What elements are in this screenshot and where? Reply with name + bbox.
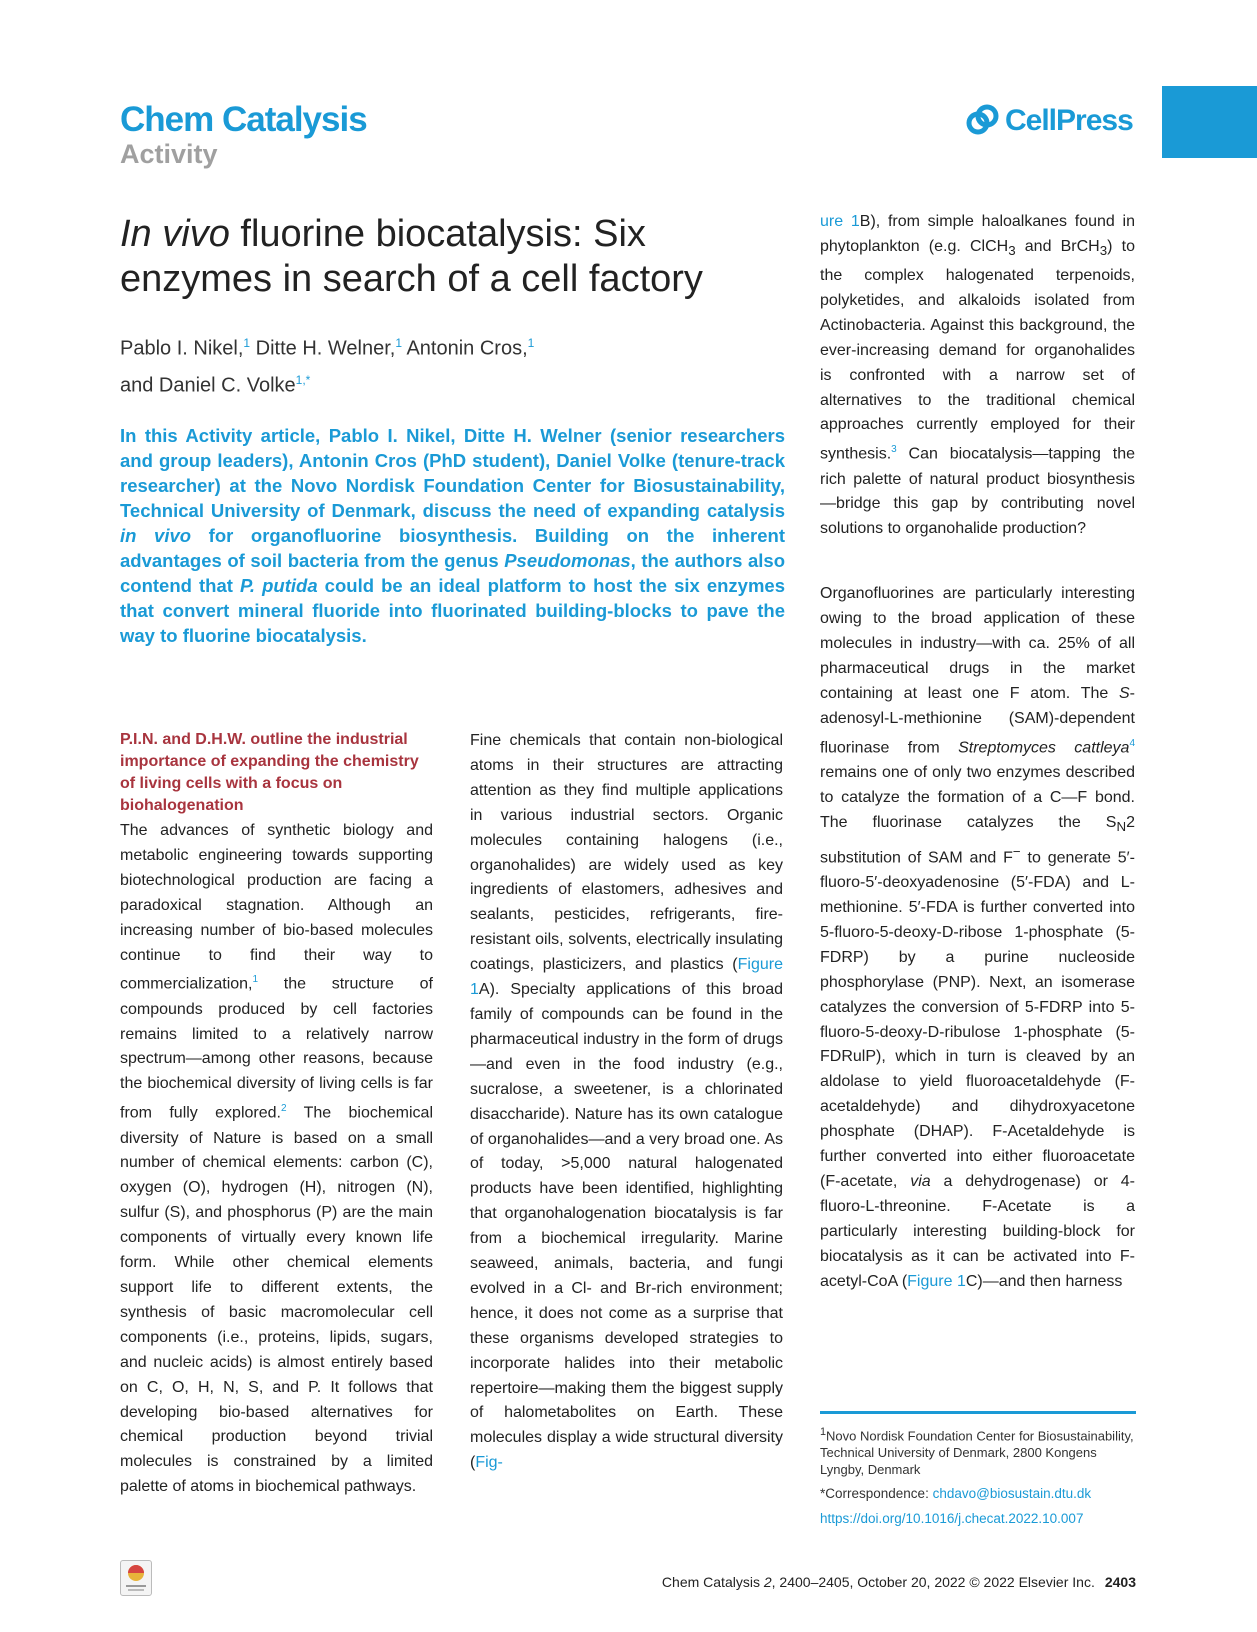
body-paragraph: ure 1B), from simple haloalkanes found in phytoplankton (e.g. ClCH$_3$ and BrCH$_3$) to the complex halogenated terpenoids, polyketides, and alkaloids isolated from Actinobacteria. Against this background, the ever-increasing demand for organohalides is confronted with a narrow set of alternatives to the traditional chemical approaches currently employed for their synthesis.$^3$ Can biocatalysis—tapping the rich palette of natural product biosynthesis—bridge this gap by contributing novel solutions to organohalide production? (820, 213, 1136, 538)
title-italic: In vivo (120, 213, 230, 255)
author-3-affil: 1 (527, 336, 535, 350)
figure-link[interactable]: ure 1 (820, 213, 860, 230)
author-list (120, 328, 760, 401)
citation-3[interactable]: 3 (891, 444, 897, 456)
corner-color-tab (1162, 86, 1257, 158)
article-title (120, 212, 760, 302)
section-heading: P.I.N. and D.H.W. outline the industrial importance of expanding the chemistry of living cells with a focus on biohalogenation (120, 731, 419, 814)
body-paragraph: Fine chemicals that contain non-biological atoms in their structures are attracting attention as they find multiple applications in various industrial sectors. Organic molecules containing halogens (i.e., organohalides) are widely used as key ingredients of elastomers, adhesives and sealants, pesticides, refrigerants, fire-resistant oils, solvents, electrically insulating coatings, plasticizers, and plastics (Figure 1A). Specialty applications of this broad family of compounds can be found in the pharmaceutical industry in the form of drugs—and even in the food industry (e.g., sucralose, a sweetener, is a chlorinated disaccharide). Nature has its own catalogue of organohalides—and a very broad one. As of today, >5,000 natural halogenated products have been identified, highlighting that organohalogenation biocatalysis is far from a biochemical irregularity. Marine seaweed, animals, bacteria, and fungi evolved in a Cl- and Br-rich environment; hence, it does not come as a surprise that these organisms developed strategies to incorporate halides into their metabolic repertoire—making them the biggest supply of halometabolites on Earth. These molecules display a wide structural diversity (Fig- (470, 732, 783, 1472)
body-paragraph: Organofluorines are particularly interesting owing to the broad application of these molecules in industry—with ca. 25% of all pharmaceutical drugs in the market containing at least one F atom. The S-adenosyl-L-methionine (SAM)-dependent fluorinase from Streptomyces cattleya$^4$ remains one of only two enzymes described to catalyze the formation of a C—F bond. The fluorinase catalyzes the $S_N2$ substitution of SAM and F− to generate 5′-fluoro-5′-deoxyadenosine (5′-FDA) and L-methionine. 5′-FDA is further converted into 5-fluoro-5-deoxy-D-ribose 1-phosphate (5-FDRP) by a purine nucleoside phosphorylase (PNP). Next, an isomerase catalyzes the conversion of 5-FDRP into 5-fluoro-5-deoxy-D-ribulose 1-phosphate (5-FDRulP), which in turn is cleaved by an aldolase to yield fluoroacetaldehyde (F-acetaldehyde) and dihydroxyacetone phosphate (DHAP). F-Acetaldehyde is further converted into either fluoroacetate (F-acetate, via a dehydrogenase) or 4-fluoro-L-threonine. F-Acetate is a particularly interesting building-block for biocatalysis as it can be activated into F-acetyl-CoA (Figure 1C)—and then harness (820, 585, 1135, 1290)
figure-link[interactable]: Fig- (475, 1454, 503, 1472)
figure-link[interactable]: Figure 1 (470, 956, 783, 999)
journal-name: Chem Catalysis (120, 100, 367, 139)
title-rest: fluorine biocatalysis: Six enzymes in search of a cell factory (120, 213, 703, 300)
author-4: and Daniel C. Volke (120, 374, 296, 397)
citation-1[interactable]: 1 (252, 974, 259, 986)
author-2: Ditte H. Welner, (250, 337, 396, 360)
check-updates-graphic (121, 1561, 151, 1595)
publisher-name: CellPress (1005, 104, 1133, 137)
page-footer: Chem Catalysis 2, 2400–2405, October 20, 2022 © 2022 Elsevier Inc. 2403 (661, 1574, 1136, 1590)
cellpress-logo-icon (965, 104, 999, 138)
affiliation-footnote: $^1$Novo Nordisk Foundation Center for Biosustainability, Technical University of Denmark, 2800 Kongens Lyngby, Denmark (820, 1426, 1134, 1478)
author-4-affil: 1,* (295, 372, 311, 387)
correspondence-line: *Correspondence: chdavo@biosustain.dtu.dk (820, 1486, 1092, 1501)
page-number: 2403 (1104, 1574, 1136, 1590)
check-for-updates-icon[interactable] (120, 1560, 152, 1596)
body-paragraph: The advances of synthetic biology and metabolic engineering towards supporting biotechnological production are facing a paradoxical stagnation. Although an increasing number of bio-based molecules continue to find their way to commercialization,$^1$ the structure of compounds produced by cell factories remains limited to a relatively narrow spectrum—among other reasons, because the biochemical diversity of living cells is far from fully explored.$^2$ The biochemical diversity of Nature is based on a small number of chemical elements: carbon (C), oxygen (O), hydrogen (H), nitrogen (N), sulfur (S), and phosphorus (P) are the main components of virtually every known life form. While other chemical elements support life to different extents, the synthesis of basic macromolecular cell components (i.e., proteins, lipids, sugars, and nucleic acids) is almost entirely based on C, O, H, N, S, and P. It follows that developing bio-based alternatives for chemical production beyond trivial molecules is constrained by a limited palette of atoms in biochemical pathways. (120, 822, 433, 1496)
author-3: Antonin Cros, (402, 337, 528, 360)
right-column (820, 210, 1135, 1295)
section-label: Activity (120, 139, 218, 169)
publisher-logo[interactable] (965, 104, 1133, 138)
middle-column (470, 729, 783, 1476)
footnote-divider (820, 1411, 1136, 1414)
doi-link[interactable]: https://doi.org/10.1016/j.checat.2022.10.007 (820, 1511, 1084, 1526)
author-2-affil: 1 (395, 336, 402, 350)
left-column (120, 729, 433, 1500)
citation-4[interactable]: 4 (1129, 737, 1135, 749)
correspondence-email[interactable]: chdavo@biosustain.dtu.dk (932, 1486, 1092, 1501)
author-1-affil: 1 (243, 336, 251, 350)
abstract: In this Activity article, Pablo I. Nikel, Ditte H. Welner (senior researchers and group leaders), Antonin Cros (PhD student), Daniel Volke (tenure-track researcher) at the Novo Nordisk Foundation Center for Biosustainability, Technical University of Denmark, discuss the need of expanding catalysis in vivo for organofluorine biosynthesis. Building on the inherent advantages of soil bacteria from the genus Pseudomonas, the authors also contend that P. putida could be an ideal platform to host the six enzymes that convert mineral fluoride into fluorinated building-blocks to pave the way to fluorine biocatalysis. (120, 425, 785, 646)
citation-2[interactable]: 2 (280, 1103, 287, 1115)
author-1: Pablo I. Nikel, (120, 337, 244, 360)
figure-link[interactable]: Figure 1 (907, 1272, 966, 1290)
